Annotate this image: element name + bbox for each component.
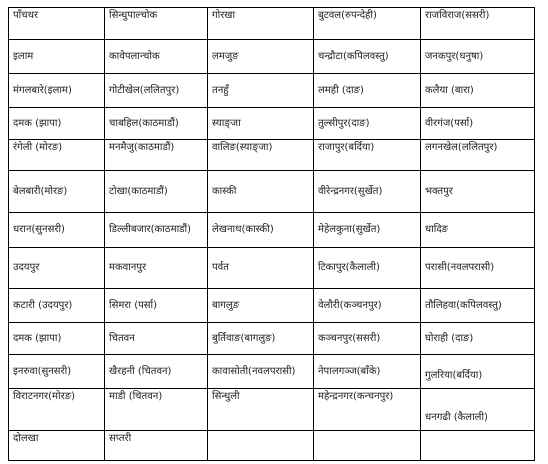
table-cell: दोलखा [9,431,105,461]
table-cell: चन्द्रौटा(कपिलवस्तु) [314,40,421,74]
table-cell [314,431,421,461]
table-cell: टिकापुर(कैलाली) [314,248,421,289]
table-row [9,40,535,74]
table-cell: पर्वत [208,248,314,289]
table-cell: कटारी (उदयपुर) [9,289,105,323]
table-cell: परासी(नवलपरासी) [421,248,535,289]
table-row [9,389,535,431]
table-cell: धरान(सुनसरी) [9,213,105,248]
table-cell: जनकपुर(धनुषा) [421,40,535,74]
table-row [9,140,535,171]
table-cell: बुटवल(रुपन्देही) [314,8,421,40]
table-cell: वालिङ(स्याङ्जा) [208,140,314,171]
table-cell: धनगढी (कैलाली) [421,389,535,431]
table-cell: राजापुर(बर्दिया) [314,140,421,171]
table-cell: कञ्चनपुर(ससरी) [314,323,421,355]
table-cell: उदयपुर [9,248,105,289]
table-cell: धादिङ [421,213,535,248]
table-cell: बुर्तिवाङ(बागलुङ) [208,323,314,355]
table-cell: गोटीखेल(ललितपुर) [105,74,208,108]
table-row [9,213,535,248]
table-cell: गुलरिया(बर्दिया) [421,355,535,389]
district-table [8,7,535,461]
table-row [9,431,535,461]
table-cell: घोराही (दाङ) [421,323,535,355]
table-cell: पाँचथर [9,8,105,40]
table-row [9,323,535,355]
table-cell: इलाम [9,40,105,74]
table-cell: सिन्धुपाल्चोक [105,8,208,40]
table-cell [421,431,535,461]
table-cell: स्याङ्जा [208,108,314,140]
table-cell: लमजुङ [208,40,314,74]
table-cell: चाबहिल(काठमाडौं) [105,108,208,140]
table-cell: कावासोती(नवलपरासी) [208,355,314,389]
table-cell: मनमैजु(काठमाडौं) [105,140,208,171]
table-cell: डिल्लीबजार(काठमाडौं) [105,213,208,248]
table-row [9,355,535,389]
table-cell: मकवानपुर [105,248,208,289]
table-cell: रंगेली (मोरङ) [9,140,105,171]
table-cell: वीरेन्द्रनगर(सुर्खेत) [314,171,421,213]
table-cell [208,431,314,461]
table-cell: सप्तरी [105,431,208,461]
table-cell: माडी (चितवन) [105,389,208,431]
table-cell: कलैया (बारा) [421,74,535,108]
table-row [9,8,535,40]
table-cell: तुल्सीपुर(दाङ) [314,108,421,140]
table-cell: दमक (झापा) [9,108,105,140]
table-cell: नेपालगञ्ज(बाँके) [314,355,421,389]
table-cell: सिमरा (पर्सा) [105,289,208,323]
table-cell: मेहेलकुना(सुर्खेत) [314,213,421,248]
table-cell: बेलबारी(मोरङ) [9,171,105,213]
table-cell: वेलौरी(कञ्चनपुर) [314,289,421,323]
table-cell: खैरहनी (चितवन) [105,355,208,389]
table-cell: मंगलबारे(इलाम) [9,74,105,108]
table-row [9,108,535,140]
table-cell: वीरगंज(पर्सा) [421,108,535,140]
table-row [9,289,535,323]
table-cell: तनहुँ [208,74,314,108]
table-cell: तौलिहवा(कपिलवस्तु) [421,289,535,323]
table-cell: राजविराज(ससरी) [421,8,535,40]
table-cell: कावेपलान्चोक [105,40,208,74]
table-row [9,171,535,213]
table-cell: इनरुवा(सुनसरी) [9,355,105,389]
table-cell: कास्की [208,171,314,213]
table-cell: चितवन [105,323,208,355]
table-cell: लेखनाथ(कास्की) [208,213,314,248]
table-cell: भक्तपुर [421,171,535,213]
table-cell: बागलुङ [208,289,314,323]
table-cell: सिन्धुली [208,389,314,431]
table-cell: दमक (झापा) [9,323,105,355]
table-cell: महेन्द्रनगर(कन्चनपुर) [314,389,421,431]
table-cell: विराटनगर(मोरङ) [9,389,105,431]
table-cell: टोखा(काठमाडौं) [105,171,208,213]
table-row [9,248,535,289]
table-cell: गोरखा [208,8,314,40]
table-cell: लगनखेल(ललितपुर) [421,140,535,171]
table-cell: लमही (दाङ) [314,74,421,108]
table-row [9,74,535,108]
